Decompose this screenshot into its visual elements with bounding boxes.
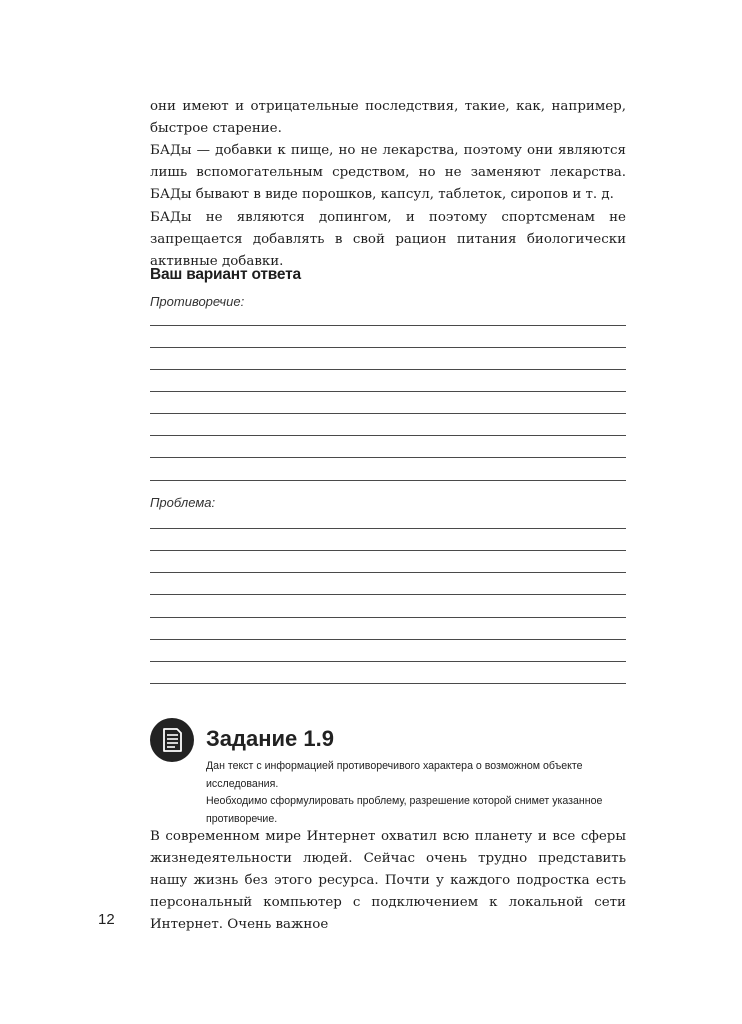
contradiction-answer-line[interactable] bbox=[150, 325, 626, 326]
problem-answer-line[interactable] bbox=[150, 639, 626, 640]
contradiction-answer-line[interactable] bbox=[150, 369, 626, 370]
contradiction-answer-line[interactable] bbox=[150, 435, 626, 436]
problem-answer-line[interactable] bbox=[150, 594, 626, 595]
task-title: Задание 1.9 bbox=[206, 726, 334, 751]
task-description-line: Дан текст с информацией противоречивого характера о возможном объекте исследования. bbox=[206, 760, 583, 790]
paragraph-bad-doping: БАДы не являются допингом, и поэтому спортсменам не запрещается добавлять в свой рацион питания биологически активные добавки. bbox=[150, 210, 626, 269]
paragraph-side-effects: они имеют и отрицательные последствия, такие, как, например, быстрое старение. bbox=[150, 99, 626, 136]
contradiction-label: Противоречие: bbox=[150, 294, 245, 309]
answer-heading: Ваш вариант ответа bbox=[150, 266, 301, 283]
task-description bbox=[206, 758, 626, 828]
problem-answer-line[interactable] bbox=[150, 528, 626, 529]
problem-answer-line[interactable] bbox=[150, 572, 626, 573]
contradiction-answer-line[interactable] bbox=[150, 457, 626, 458]
problem-answer-line[interactable] bbox=[150, 661, 626, 662]
problem-answer-line[interactable] bbox=[150, 683, 626, 684]
contradiction-answer-line[interactable] bbox=[150, 480, 626, 481]
problem-answer-line[interactable] bbox=[150, 617, 626, 618]
document-list-icon bbox=[150, 718, 194, 762]
paragraph-bad-definition: БАДы — добавки к пище, но не лекарства, поэтому они являются лишь вспомогательным средством, но не заменяют лекарства. БАДы бывают в виде порошков, капсул, таблеток, сиропов и т. д. bbox=[150, 143, 626, 202]
problem-answer-line[interactable] bbox=[150, 550, 626, 551]
task-description-line: Необходимо сформулировать проблему, разрешение которой снимет указанное противоречие. bbox=[206, 795, 603, 825]
contradiction-answer-line[interactable] bbox=[150, 347, 626, 348]
contradiction-answer-line[interactable] bbox=[150, 391, 626, 392]
problem-label: Проблема: bbox=[150, 495, 216, 510]
page-number: 12 bbox=[98, 911, 115, 928]
contradiction-answer-line[interactable] bbox=[150, 413, 626, 414]
paragraph-internet: В современном мире Интернет охватил всю планету и все сферы жизнедеятельности людей. Сейчас очень трудно представить нашу жизнь без этого ресурса. Почти у каждого подростка есть персональный компьютер с подключением к локальной сети Интернет. Очень важное bbox=[150, 829, 626, 932]
